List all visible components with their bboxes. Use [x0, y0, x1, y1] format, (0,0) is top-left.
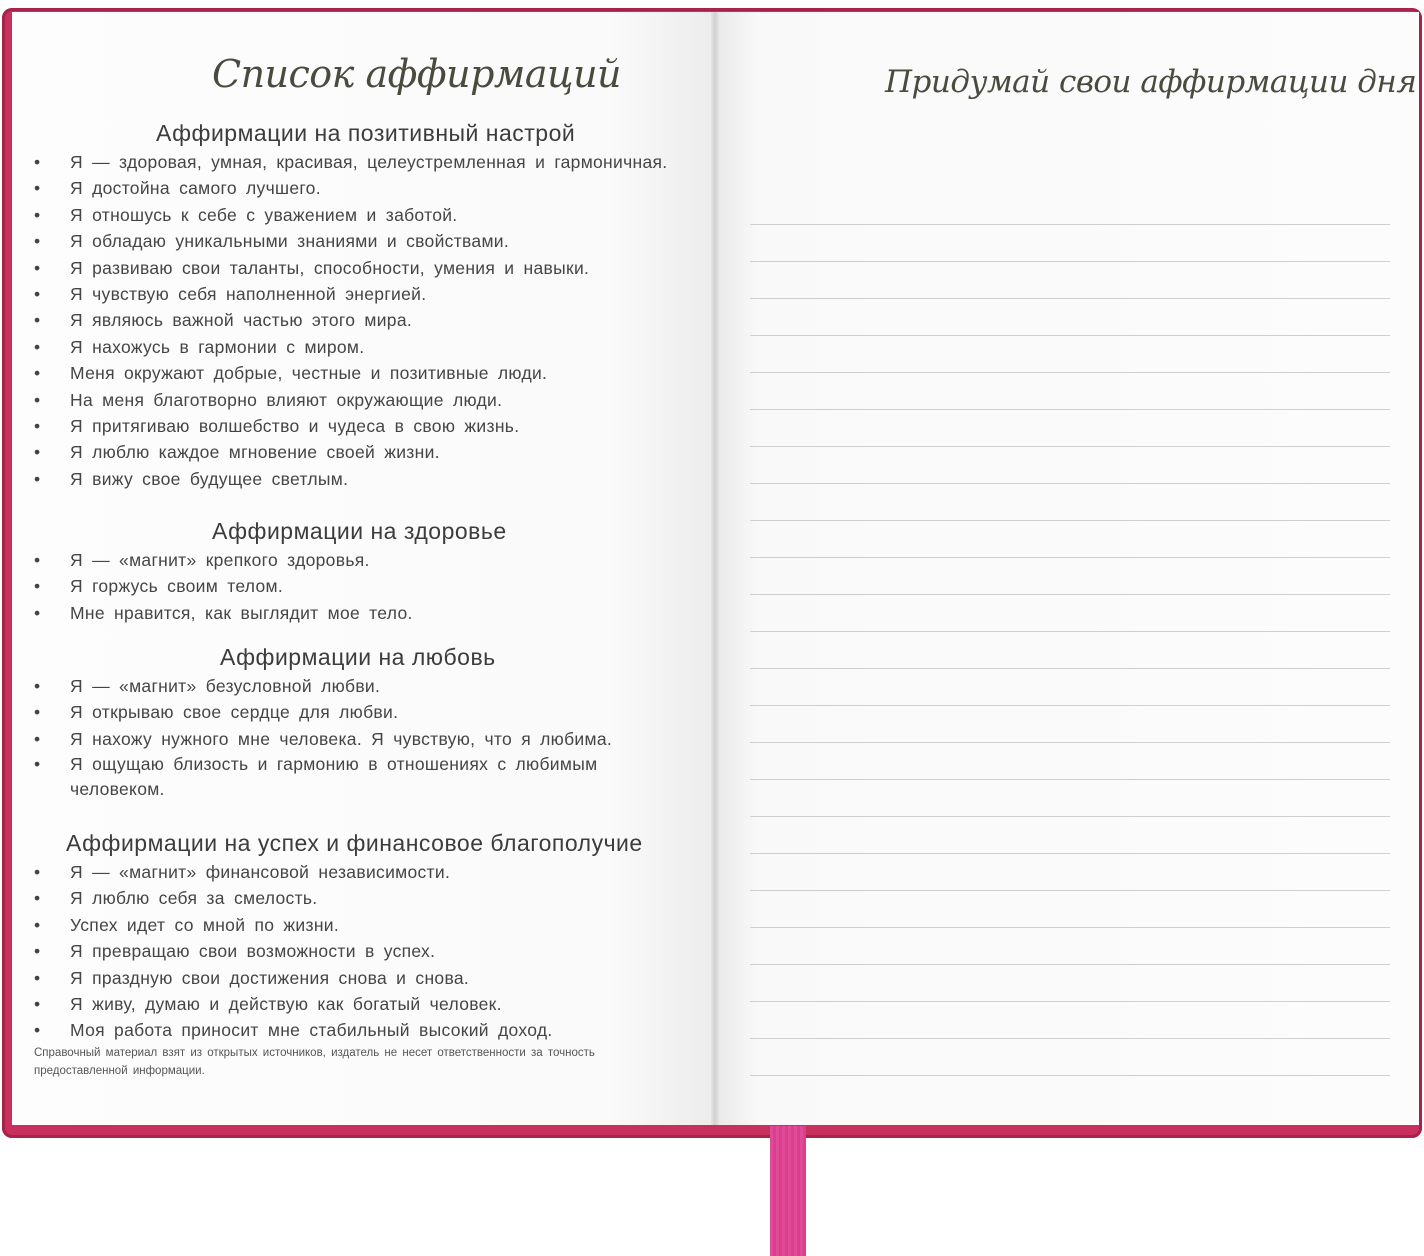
ruled-line[interactable]: [750, 817, 1390, 854]
ruled-line[interactable]: [750, 188, 1390, 225]
list-item: • Я — «магнит» финансовой независимости.: [28, 859, 688, 885]
list-item: • Я люблю себя за смелость.: [28, 885, 688, 911]
section-title: Аффирмации на успех и финансовое благополучие: [66, 830, 643, 856]
list-item: • Я праздную свои достижения снова и снова.: [28, 965, 688, 991]
ruled-line[interactable]: [750, 706, 1390, 743]
list-item: • Я притягиваю волшебство и чудеса в свою жизнь.: [28, 413, 688, 439]
list-item: • Я являюсь важной частью этого мира.: [28, 307, 688, 333]
ruled-line[interactable]: [750, 1002, 1390, 1039]
ruled-line[interactable]: [750, 928, 1390, 965]
section-title: Аффирмации на любовь: [220, 644, 496, 670]
list-item: • Я открываю свое сердце для любви.: [28, 699, 688, 725]
ruled-line[interactable]: [750, 225, 1390, 262]
list-item: • Я ощущаю близость и гармонию в отношениях с любимым человеком.: [28, 752, 688, 802]
affirmation-list: [28, 149, 688, 492]
list-item: • Я живу, думаю и действую как богатый человек.: [28, 991, 688, 1017]
list-item: • Я — «магнит» крепкого здоровья.: [28, 547, 688, 573]
ruled-line[interactable]: [750, 669, 1390, 706]
section-health: [28, 518, 688, 626]
list-item: • Я — «магнит» безусловной любви.: [28, 673, 688, 699]
ruled-line[interactable]: [750, 373, 1390, 410]
ruled-line[interactable]: [750, 595, 1390, 632]
list-item: • Я нахожу нужного мне человека. Я чувствую, что я любима.: [28, 726, 688, 752]
right-page-title: Придумай свои аффирмации дня: [885, 64, 1417, 100]
list-item: • Я вижу свое будущее светлым.: [28, 466, 688, 492]
ruled-line[interactable]: [750, 262, 1390, 299]
list-item: • Мне нравится, как выглядит мое тело.: [28, 600, 688, 626]
list-item: • Успех идет со мной по жизни.: [28, 912, 688, 938]
list-item: • Я развиваю свои таланты, способности, умения и навыки.: [28, 255, 688, 281]
affirmation-list: [28, 673, 688, 802]
ruled-line[interactable]: [750, 1039, 1390, 1076]
list-item: • Я — здоровая, умная, красивая, целеустремленная и гармоничная.: [28, 149, 688, 175]
left-page-title: Список аффирмаций: [212, 52, 622, 96]
ruled-line[interactable]: [750, 447, 1390, 484]
section-positive: [28, 120, 688, 492]
ruled-line[interactable]: [750, 965, 1390, 1002]
list-item: • Я превращаю свои возможности в успех.: [28, 938, 688, 964]
list-item: • Моя работа приносит мне стабильный высокий доход.: [28, 1017, 688, 1043]
section-success: [28, 830, 688, 1044]
affirmation-list: [28, 859, 688, 1044]
section-title: Аффирмации на позитивный настрой: [156, 120, 576, 146]
list-item: • Я чувствую себя наполненной энергией.: [28, 281, 688, 307]
ruled-line[interactable]: [750, 484, 1390, 521]
disclaimer-note: Справочный материал взят из открытых источников, издатель не несет ответственности за точность предоставленной информации.: [34, 1047, 595, 1077]
ruled-lines: [750, 188, 1390, 1076]
affirmation-list: [28, 547, 688, 626]
ruled-line[interactable]: [750, 743, 1390, 780]
ruled-line[interactable]: [750, 299, 1390, 336]
ruled-line[interactable]: [750, 558, 1390, 595]
section-love: [28, 644, 688, 802]
bookmark-ribbon: [770, 1126, 806, 1256]
list-item: • Я достойна самого лучшего.: [28, 175, 688, 201]
ruled-line[interactable]: [750, 891, 1390, 928]
ruled-line[interactable]: [750, 632, 1390, 669]
list-item: • Меня окружают добрые, честные и позитивные люди.: [28, 360, 688, 386]
ruled-line[interactable]: [750, 780, 1390, 817]
ruled-line[interactable]: [750, 521, 1390, 558]
ruled-line[interactable]: [750, 336, 1390, 373]
section-title: Аффирмации на здоровье: [212, 518, 507, 544]
list-item: • Я горжусь своим телом.: [28, 573, 688, 599]
page-spine: [711, 12, 719, 1125]
list-item: • Я отношусь к себе с уважением и заботой.: [28, 202, 688, 228]
list-item: • Я люблю каждое мгновение своей жизни.: [28, 439, 688, 465]
ruled-line[interactable]: [750, 410, 1390, 447]
list-item: • Я обладаю уникальными знаниями и свойствами.: [28, 228, 688, 254]
list-item: • Я нахожусь в гармонии с миром.: [28, 334, 688, 360]
ruled-line[interactable]: [750, 854, 1390, 891]
list-item: • На меня благотворно влияют окружающие люди.: [28, 387, 688, 413]
